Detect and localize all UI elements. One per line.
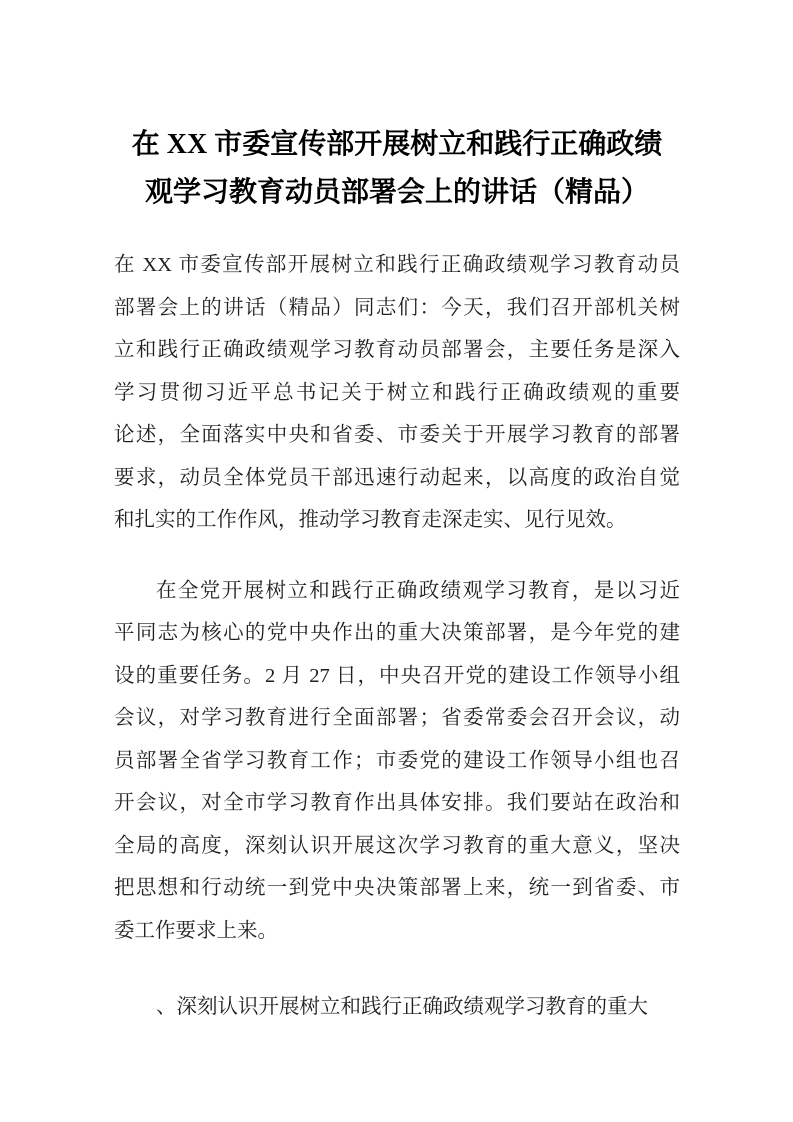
text-line: 平同志为核心的党中央作出的重大决策部署，是今年党的建 bbox=[114, 622, 680, 644]
paragraph bbox=[114, 986, 680, 1029]
text-line: 要求，动员全体党员干部迅速行动起来，以高度的政治自觉 bbox=[114, 466, 680, 489]
document-body bbox=[114, 244, 680, 1029]
text-line: 、深刻认识开展树立和践行正确政绩观学习教育的重大 bbox=[156, 996, 648, 1018]
document-title bbox=[114, 121, 680, 217]
text-line: 在 XX 市委宣传部开展树立和践行正确政绩观学习教育动员 bbox=[114, 254, 680, 276]
document-title-line: 在 XX 市委宣传部开展树立和践行正确政绩 bbox=[131, 129, 663, 160]
text-line: 学习贯彻习近平总书记关于树立和践行正确政绩观的重要 bbox=[114, 381, 680, 404]
text-line: 会议，对学习教育进行全面部署；省委常委会召开会议，动 bbox=[114, 707, 680, 729]
text-line: 在全党开展树立和践行正确政绩观学习教育，是以习近 bbox=[156, 579, 680, 602]
text-line: 把思想和行动统一到党中央决策部署上来，统一到省委、市 bbox=[114, 877, 680, 899]
text-line: 立和践行正确政绩观学习教育动员部署会，主要任务是深入 bbox=[114, 339, 680, 361]
text-line: 部署会上的讲话（精品）同志们：今天，我们召开部机关树 bbox=[114, 296, 680, 319]
text-line: 和扎实的工作作风，推动学习教育走深走实、见行见效。 bbox=[114, 509, 627, 531]
text-line: 全局的高度，深刻认识开展这次学习教育的重大意义，坚决 bbox=[114, 834, 680, 857]
text-line: 设的重要任务。2 月 27 日，中央召开党的建设工作领导小组 bbox=[114, 664, 680, 687]
paragraph bbox=[114, 244, 680, 542]
text-line: 员部署全省学习教育工作；市委党的建设工作领导小组也召 bbox=[114, 749, 680, 772]
document-title-line: 观学习教育动员部署会上的讲话（精品） bbox=[144, 177, 649, 208]
paragraph bbox=[114, 570, 680, 953]
text-line: 开会议，对全市学习教育作出具体安排。我们要站在政治和 bbox=[114, 792, 680, 814]
text-line: 论述，全面落实中央和省委、市委关于开展学习教育的部署 bbox=[114, 424, 680, 446]
text-line: 委工作要求上来。 bbox=[114, 919, 278, 942]
